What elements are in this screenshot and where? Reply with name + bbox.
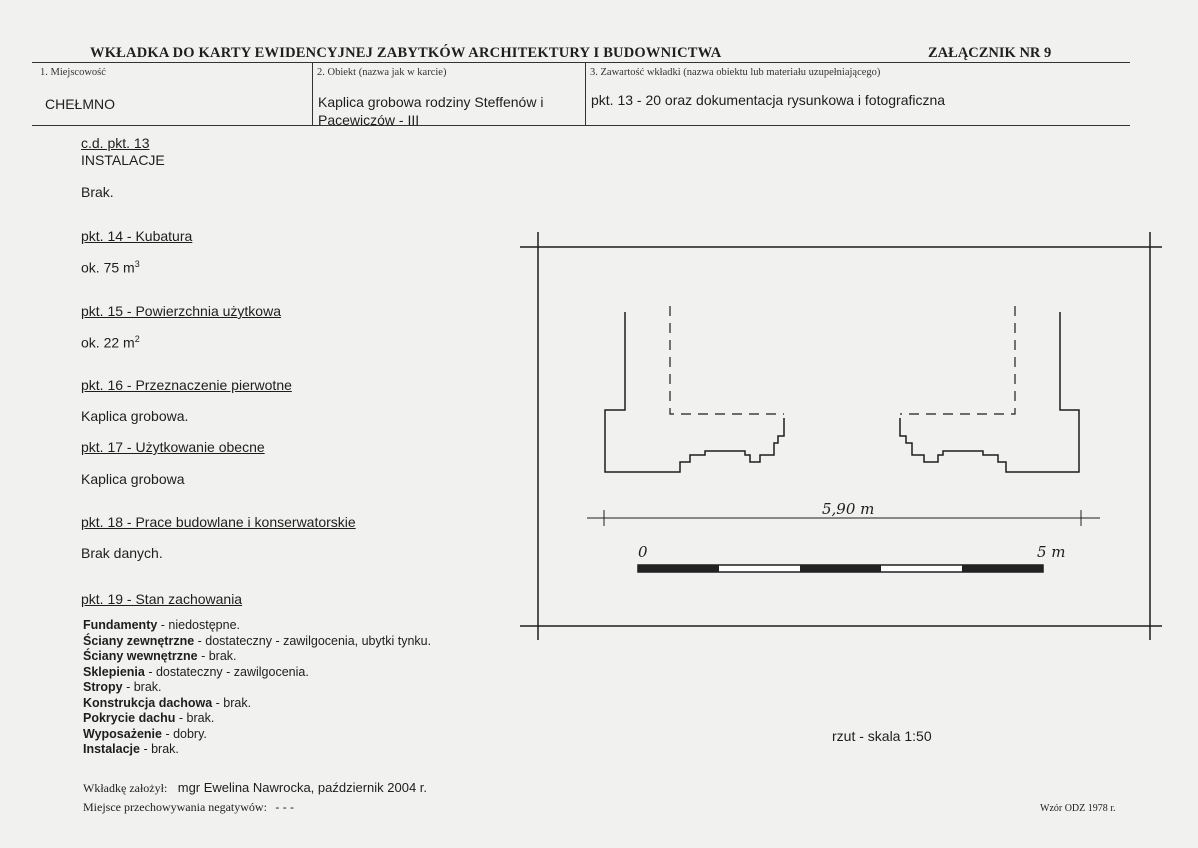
p14-unit-exponent: 3 — [134, 259, 140, 269]
scale-bar-segment — [800, 565, 881, 572]
field-1-value: CHEŁMNO — [45, 96, 116, 112]
field-2-label: 2. Obiekt (nazwa jak w karcie) — [317, 67, 447, 78]
condition-item: Stropy - brak. — [83, 680, 162, 694]
template-note: Wzór ODZ 1978 r. — [1040, 803, 1116, 814]
installations-text: Brak. — [81, 184, 114, 200]
scale-start-label: 0 — [638, 543, 648, 561]
condition-item: Konstrukcja dachowa - brak. — [83, 695, 252, 710]
dimension-label: 5,90 m — [822, 500, 875, 518]
scale-bar-segment — [638, 565, 719, 572]
p15-unit-exponent: 2 — [134, 334, 140, 344]
right-wall-outline — [900, 312, 1079, 472]
scale-end-label: 5 m — [1037, 543, 1066, 561]
negatives-value: - - - — [275, 800, 295, 814]
condition-item: Wyposażenie - dobry. — [83, 726, 207, 741]
condition-item: Sklepienia - dostateczny - zawilgocenia. — [83, 664, 309, 679]
drawing-caption: rzut - skala 1:50 — [832, 728, 932, 744]
field-3-value: pkt. 13 - 20 oraz dokumentacja rysunkowa i fotograficzna — [591, 92, 946, 108]
field-1-label: 1. Miejscowość — [40, 67, 106, 78]
p14-heading: pkt. 14 - Kubatura — [81, 228, 193, 244]
cd-heading: c.d. pkt. 13 — [81, 135, 150, 151]
left-dashed-outline — [670, 306, 784, 414]
condition-item: Ściany zewnętrzne - dostateczny - zawilgocenia, ubytki tynku. — [83, 633, 432, 648]
author-value: mgr Ewelina Nawrocka, październik 2004 r. — [177, 780, 428, 795]
condition-item: Fundamenty - niedostępne. — [83, 618, 241, 632]
annex-number: ZAŁĄCZNIK NR 9 — [928, 45, 1052, 61]
left-wall-outline — [605, 312, 784, 472]
p15-value: ok. 22 m — [81, 334, 135, 351]
p19-heading: pkt. 19 - Stan zachowania — [81, 591, 243, 607]
p17-text: Kaplica grobowa — [81, 471, 185, 487]
right-dashed-outline — [900, 306, 1015, 414]
scale-bar-segment — [962, 565, 1043, 572]
field-2-value-line-1: Kaplica grobowa rodziny Steffenów i — [318, 94, 544, 110]
condition-item: Pokrycie dachu - brak. — [83, 711, 215, 725]
p17-heading: pkt. 17 - Użytkowanie obecne — [81, 439, 265, 455]
form-title: WKŁADKA DO KARTY EWIDENCYJNEJ ZABYTKÓW ARCHITEKTURY I BUDOWNICTWA — [90, 45, 722, 61]
condition-item: Instalacje - brak. — [83, 742, 179, 756]
p18-text: Brak danych. — [81, 545, 163, 561]
author-label: Wkładkę założył: — [83, 781, 168, 795]
negatives-label: Miejsce przechowywania negatywów: — [83, 800, 267, 814]
p16-text: Kaplica grobowa. — [81, 408, 189, 424]
field-3-label: 3. Zawartość wkładki (nazwa obiektu lub materiału uzupełniającego) — [590, 67, 881, 78]
p15-heading: pkt. 15 - Powierzchnia użytkowa — [81, 303, 281, 319]
p14-value: ok. 75 m — [81, 259, 135, 276]
p16-heading: pkt. 16 - Przeznaczenie pierwotne — [81, 377, 292, 393]
field-2-value-line-2: Pacewiczów - III — [318, 112, 420, 128]
p18-heading: pkt. 18 - Prace budowlane i konserwatorskie — [81, 514, 356, 530]
installations-heading: INSTALACJE — [81, 152, 165, 168]
condition-item: Ściany wewnętrzne - brak. — [83, 649, 237, 663]
